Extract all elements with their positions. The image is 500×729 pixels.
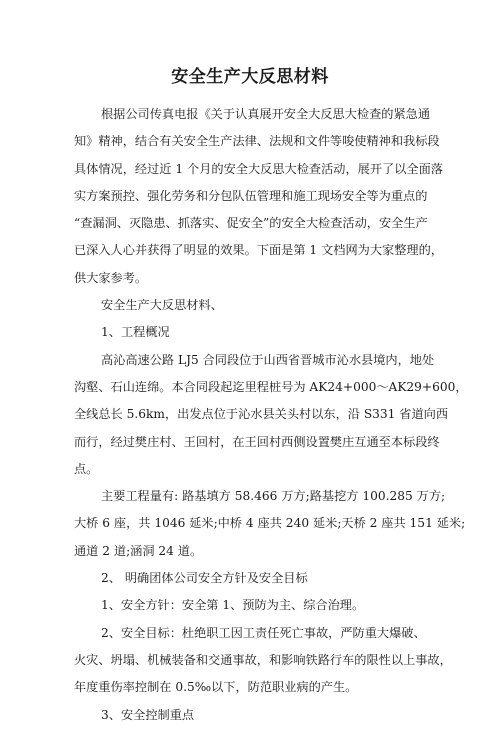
text-line: “查漏洞、灭隐患、抓落实、促安全”的安全大检查活动，安全生产: [74, 216, 428, 231]
text-line: 知》精神，结合有关安全生产法律、法规和文件等唆使精神和我标段: [74, 134, 440, 149]
text-line: 1、工程概况: [101, 325, 170, 340]
text-line: 根据公司传真电报《关于认真展开安全大反思大检查的紧急通: [101, 107, 431, 121]
text-line: 火灾、坍塌、机械装备和交通事故，和影响铁路行车的限性以上事故，: [74, 652, 452, 667]
text-line: 沟壑、石山连绵。本合同段起迄里程桩号为 AK24+000～AK29+600，: [74, 379, 468, 394]
text-line: 大桥 6 座，共 1046 延米;中桥 4 座共 240 延米;天桥 2 座共 151 延米;: [74, 516, 466, 531]
text-line: 2、安全目标：杜绝职工因工责任死亡事故，严防重大爆破、: [101, 625, 426, 640]
document-body: [74, 101, 468, 729]
text-line: 供大家参考。: [74, 270, 148, 285]
text-line: 已深入人心并获得了明显的效果。下面是第 1 文档网为大家整理的，: [74, 243, 443, 258]
text-line: 年度重伤率控制在 0.5‰以下，防范职业病的产生。: [74, 680, 358, 695]
document-title: 安全生产大反思材料: [171, 67, 329, 87]
text-line: 全线总长 5.6km，出发点位于沁水县关头村以东，沿 S331 省道向西: [74, 407, 449, 422]
text-line: 实方案预控、强化劳务和分包队伍管理和施工现场安全等为重点的: [74, 188, 428, 203]
text-line: 高沁高速公路 LJ5 合同段位于山西省晋城市沁水县境内，地处: [101, 352, 435, 367]
text-line: 通道 2 道;涵洞 24 道。: [74, 543, 203, 558]
text-line: 3、安全控制重点: [101, 707, 195, 722]
text-line: 主要工程量有: 路基填方 58.466 万方;路基挖方 100.285 万方;: [101, 489, 446, 504]
text-line: 点。: [74, 461, 99, 476]
text-line: 2、 明确团体公司安全方针及安全目标: [101, 571, 308, 586]
text-line: 而行，经过樊庄村、王回村，在王回村西侧设置樊庄互通至本标段终: [74, 434, 440, 449]
text-line: 1、安全方针：安全第 1、预防为主、综合治理。: [101, 598, 365, 613]
text-line: 具体情况，经过近 1 个月的安全大反思大检查活动，展开了以全面落: [74, 161, 443, 176]
text-line: 安全生产大反思材料、: [101, 298, 223, 313]
